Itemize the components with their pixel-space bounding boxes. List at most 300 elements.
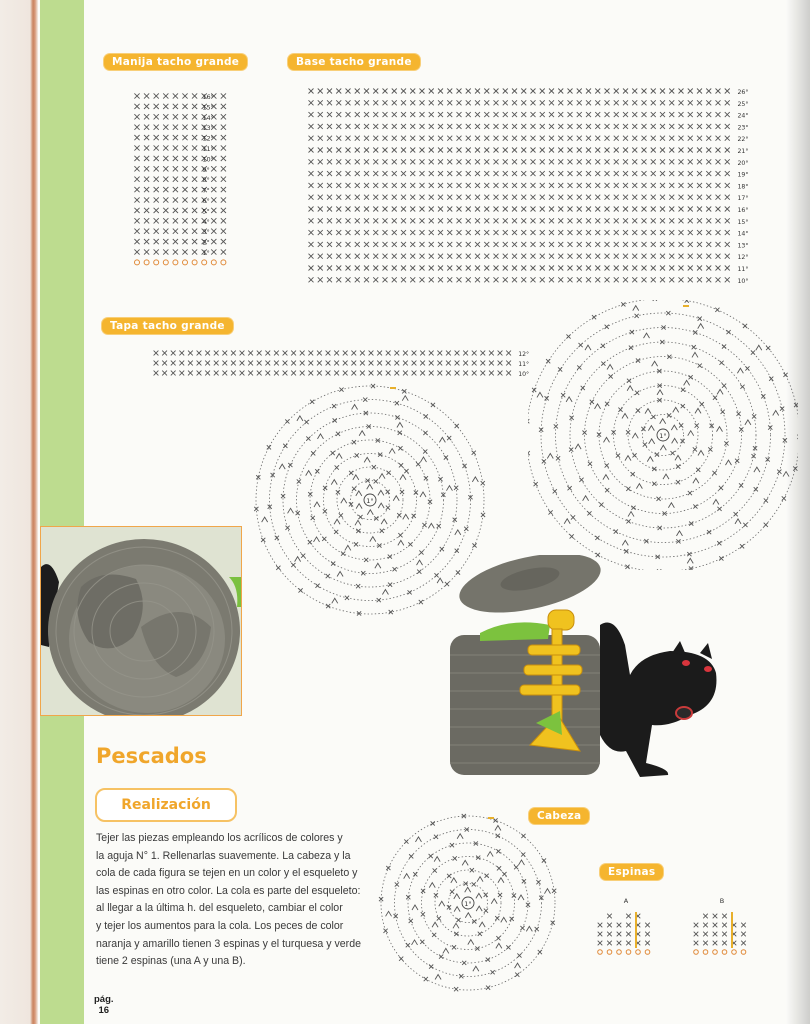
stitch-x bbox=[248, 351, 253, 356]
stitch-x bbox=[540, 183, 545, 188]
stitch-x bbox=[522, 879, 526, 883]
stitch-x bbox=[653, 300, 657, 301]
stitch-x bbox=[688, 171, 693, 176]
stitch-x bbox=[144, 218, 149, 223]
stitch-x bbox=[401, 230, 406, 235]
stitch-x bbox=[171, 371, 176, 376]
stitch-x bbox=[410, 266, 415, 271]
stitch-x bbox=[595, 136, 600, 141]
stitch-x bbox=[475, 159, 480, 164]
stitch-x bbox=[401, 218, 406, 223]
stitch-x bbox=[726, 330, 730, 334]
stitch-x bbox=[317, 361, 322, 366]
stitch-x bbox=[377, 598, 381, 602]
stitch-x bbox=[248, 371, 253, 376]
stitch-x bbox=[769, 377, 773, 381]
stitch-x bbox=[162, 371, 167, 376]
stitch-x bbox=[623, 183, 628, 188]
stitch-x bbox=[182, 249, 187, 254]
stitch-x bbox=[420, 136, 425, 141]
stitch-x bbox=[706, 254, 711, 259]
stitch-x bbox=[336, 254, 341, 259]
stitch-x bbox=[447, 124, 452, 129]
increase-mark bbox=[295, 557, 301, 562]
chain-stitch bbox=[636, 950, 641, 955]
increase-mark bbox=[515, 963, 521, 968]
stitch-x bbox=[475, 195, 480, 200]
stitch-x bbox=[192, 177, 197, 182]
stitch-x bbox=[363, 398, 367, 402]
stitch-x bbox=[512, 218, 517, 223]
stitch-x bbox=[554, 424, 558, 428]
stitch-x bbox=[558, 89, 563, 94]
stitch-x bbox=[386, 351, 391, 356]
stitch-x bbox=[512, 207, 517, 212]
stitch-x bbox=[632, 148, 637, 153]
increase-mark bbox=[398, 540, 404, 545]
stitch-x bbox=[434, 835, 438, 839]
chain-stitch bbox=[173, 260, 178, 265]
stitch-x bbox=[420, 351, 425, 356]
stitch-x bbox=[222, 361, 227, 366]
tag-manija: Manija tacho grande bbox=[104, 54, 247, 70]
stitch-x bbox=[373, 230, 378, 235]
stitch-x bbox=[355, 195, 360, 200]
stitch-x bbox=[134, 239, 139, 244]
stitch-x bbox=[498, 371, 503, 376]
stitch-x bbox=[440, 547, 444, 551]
stitch-x bbox=[577, 230, 582, 235]
stitch-x bbox=[494, 124, 499, 129]
stitch-x bbox=[689, 522, 693, 526]
stitch-x bbox=[257, 371, 262, 376]
stitch-x bbox=[517, 953, 521, 957]
chain-stitch bbox=[722, 950, 727, 955]
text-line: las espinas en otro color. La cola es parte del esqueleto: bbox=[96, 884, 361, 897]
stitch-x bbox=[719, 486, 723, 490]
stitch-x bbox=[577, 207, 582, 212]
stitch-x bbox=[660, 242, 665, 247]
stitch-x bbox=[713, 941, 718, 946]
stitch-x bbox=[577, 266, 582, 271]
stitch-x bbox=[712, 471, 716, 475]
increase-mark bbox=[737, 368, 743, 373]
stitch-x bbox=[521, 254, 526, 259]
chain-stitch bbox=[626, 950, 631, 955]
stitch-x bbox=[444, 455, 448, 459]
stitch-x bbox=[327, 159, 332, 164]
stitch-x bbox=[549, 148, 554, 153]
stitch-x bbox=[429, 112, 434, 117]
stitch-x bbox=[558, 242, 563, 247]
stitch-x bbox=[626, 487, 630, 491]
increase-mark bbox=[684, 380, 690, 385]
stitch-x bbox=[605, 148, 610, 153]
stitch-x bbox=[417, 570, 421, 574]
stitch-x bbox=[429, 159, 434, 164]
stitch-x bbox=[373, 100, 378, 105]
stitch-x bbox=[797, 435, 798, 439]
stitch-x bbox=[173, 125, 178, 130]
stitch-x bbox=[558, 159, 563, 164]
stitch-x bbox=[472, 882, 476, 886]
increase-mark bbox=[364, 457, 370, 462]
stitch-x bbox=[457, 266, 462, 271]
stitch-x bbox=[595, 195, 600, 200]
stitch-x bbox=[472, 361, 477, 366]
increase-mark bbox=[547, 454, 553, 459]
stitch-x bbox=[431, 821, 435, 825]
stitch-x bbox=[669, 195, 674, 200]
stitch-x bbox=[571, 515, 575, 519]
increase-mark bbox=[644, 333, 650, 338]
stitch-x bbox=[387, 471, 391, 475]
stitch-x bbox=[364, 171, 369, 176]
stitch-x bbox=[512, 266, 517, 271]
stitch-x bbox=[420, 195, 425, 200]
stitch-x bbox=[605, 218, 610, 223]
stitch-x bbox=[549, 242, 554, 247]
stitch-x bbox=[410, 112, 415, 117]
stitch-x bbox=[549, 277, 554, 282]
stitch-x bbox=[373, 242, 378, 247]
stitch-x bbox=[134, 93, 139, 98]
stitch-x bbox=[475, 89, 480, 94]
stitch-x bbox=[336, 207, 341, 212]
stitch-x bbox=[154, 104, 159, 109]
stitch-x bbox=[605, 254, 610, 259]
stitch-x bbox=[694, 941, 699, 946]
stitch-x bbox=[355, 266, 360, 271]
stitch-x bbox=[512, 148, 517, 153]
stitch-x bbox=[447, 242, 452, 247]
stitch-x bbox=[679, 136, 684, 141]
increase-mark bbox=[341, 498, 347, 503]
increase-mark bbox=[345, 545, 351, 550]
increase-mark bbox=[404, 874, 410, 879]
stitch-x bbox=[466, 171, 471, 176]
stitch-x bbox=[134, 177, 139, 182]
increase-mark bbox=[314, 537, 320, 542]
crochet-detail-image bbox=[41, 527, 242, 716]
increase-mark bbox=[676, 531, 682, 536]
stitch-x bbox=[614, 242, 619, 247]
stitch-x bbox=[429, 242, 434, 247]
stitch-x bbox=[336, 242, 341, 247]
row-label: 12° bbox=[518, 351, 530, 358]
stitch-x bbox=[743, 523, 747, 527]
stitch-x bbox=[660, 266, 665, 271]
stitch-x bbox=[297, 479, 301, 483]
stitch-x bbox=[679, 218, 684, 223]
stitch-x bbox=[696, 468, 700, 472]
stitch-x bbox=[392, 218, 397, 223]
stitch-x bbox=[457, 254, 462, 259]
stitch-x bbox=[743, 324, 747, 328]
detail-photo bbox=[40, 526, 242, 716]
stitch-x bbox=[577, 124, 582, 129]
stitch-x bbox=[144, 104, 149, 109]
stitch-x bbox=[688, 266, 693, 271]
stitch-x bbox=[437, 351, 442, 356]
stitch-x bbox=[197, 371, 202, 376]
stitch-x bbox=[400, 490, 404, 494]
stitch-x bbox=[392, 112, 397, 117]
stitch-x bbox=[679, 195, 684, 200]
stitch-x bbox=[631, 506, 635, 510]
stitch-x bbox=[614, 183, 619, 188]
stitch-x bbox=[568, 100, 573, 105]
stitch-x bbox=[722, 914, 727, 919]
stitch-x bbox=[410, 218, 415, 223]
stitch-x bbox=[531, 159, 536, 164]
increase-mark bbox=[773, 410, 779, 415]
stitch-x bbox=[568, 277, 573, 282]
chain-stitch bbox=[645, 950, 650, 955]
stitch-x bbox=[716, 148, 721, 153]
stitch-x bbox=[457, 183, 462, 188]
stitch-x bbox=[549, 89, 554, 94]
stitch-x bbox=[355, 100, 360, 105]
chain-stitch bbox=[607, 950, 612, 955]
stitch-x bbox=[288, 463, 292, 467]
stitch-x bbox=[360, 371, 365, 376]
stitch-x bbox=[595, 112, 600, 117]
stitch-x bbox=[466, 242, 471, 247]
stitch-x bbox=[475, 207, 480, 212]
stitch-x bbox=[605, 242, 610, 247]
stitch-x bbox=[475, 136, 480, 141]
stitch-x bbox=[669, 100, 674, 105]
stitch-x bbox=[318, 218, 323, 223]
stitch-x bbox=[623, 266, 628, 271]
stitch-x bbox=[401, 159, 406, 164]
stitch-x bbox=[392, 148, 397, 153]
stitch-x bbox=[566, 334, 570, 338]
stitch-x bbox=[173, 145, 178, 150]
stitch-x bbox=[420, 266, 425, 271]
stitch-x bbox=[398, 431, 402, 435]
stitch-x bbox=[154, 166, 159, 171]
stitch-x bbox=[679, 242, 684, 247]
stitch-x bbox=[706, 266, 711, 271]
stitch-x bbox=[240, 351, 245, 356]
increase-mark bbox=[660, 419, 666, 424]
stitch-x bbox=[466, 218, 471, 223]
stitch-x bbox=[741, 923, 746, 928]
stitch-x bbox=[355, 148, 360, 153]
stitch-x bbox=[392, 183, 397, 188]
stitch-x bbox=[669, 242, 674, 247]
stitch-x bbox=[434, 573, 438, 577]
stitch-x bbox=[716, 218, 721, 223]
stitch-x bbox=[211, 197, 216, 202]
stitch-x bbox=[586, 266, 591, 271]
text-line: naranja y amarillo tienen 3 espinas y el turquesa y verde bbox=[96, 937, 361, 950]
stitch-x bbox=[318, 89, 323, 94]
stitch-x bbox=[144, 156, 149, 161]
stitch-x bbox=[542, 858, 546, 862]
stitch-x bbox=[163, 239, 168, 244]
stitch-x bbox=[410, 124, 415, 129]
stitch-x bbox=[346, 254, 351, 259]
increase-mark bbox=[420, 457, 426, 462]
stitch-x bbox=[144, 125, 149, 130]
stitch-x bbox=[395, 882, 399, 886]
stitch-x bbox=[669, 89, 674, 94]
stitch-x bbox=[173, 93, 178, 98]
stitch-x bbox=[173, 208, 178, 213]
stitch-x bbox=[346, 89, 351, 94]
stitch-x bbox=[454, 932, 458, 936]
stitch-x bbox=[485, 874, 489, 878]
chain-stitch bbox=[154, 260, 159, 265]
stitch-x bbox=[438, 112, 443, 117]
increase-mark bbox=[595, 404, 601, 409]
stitch-x bbox=[484, 148, 489, 153]
stitch-x bbox=[394, 361, 399, 366]
stitch-x bbox=[134, 104, 139, 109]
stitch-x bbox=[182, 125, 187, 130]
stitch-x bbox=[327, 136, 332, 141]
stitch-x bbox=[534, 482, 538, 486]
stitch-x bbox=[144, 208, 149, 213]
stitch-x bbox=[154, 371, 159, 376]
row-label: 10° bbox=[518, 371, 530, 378]
stitch-x bbox=[706, 207, 711, 212]
stitch-x bbox=[211, 208, 216, 213]
stitch-x bbox=[484, 266, 489, 271]
stitch-x bbox=[679, 266, 684, 271]
row-label: 20° bbox=[737, 159, 749, 167]
stitch-x bbox=[327, 171, 332, 176]
stitch-x bbox=[373, 89, 378, 94]
stitch-x bbox=[549, 254, 554, 259]
increase-mark bbox=[356, 504, 362, 509]
stitch-x bbox=[392, 207, 397, 212]
stitch-x bbox=[577, 136, 582, 141]
stitch-x bbox=[568, 254, 573, 259]
stitch-x bbox=[688, 100, 693, 105]
stitch-x bbox=[676, 464, 680, 468]
stitch-x bbox=[429, 277, 434, 282]
stitch-x bbox=[617, 932, 622, 937]
stitch-x bbox=[716, 124, 721, 129]
stitch-x bbox=[632, 277, 637, 282]
stitch-x bbox=[429, 171, 434, 176]
stitch-x bbox=[688, 207, 693, 212]
stitch-x bbox=[364, 218, 369, 223]
stitch-x bbox=[399, 957, 403, 961]
stitch-x bbox=[531, 183, 536, 188]
stitch-x bbox=[725, 159, 730, 164]
stitch-x bbox=[688, 230, 693, 235]
stitch-x bbox=[722, 384, 726, 388]
stitch-x bbox=[632, 254, 637, 259]
stitch-x bbox=[211, 166, 216, 171]
stitch-x bbox=[558, 254, 563, 259]
stitch-x bbox=[205, 371, 210, 376]
row-label: 24° bbox=[737, 112, 749, 120]
stitch-x bbox=[623, 218, 628, 223]
row-label: 5° bbox=[202, 207, 210, 216]
stitch-x bbox=[420, 361, 425, 366]
stitch-x bbox=[481, 513, 485, 517]
stitch-x bbox=[685, 300, 689, 303]
stitch-x bbox=[309, 148, 314, 153]
stitch-x bbox=[447, 218, 452, 223]
stitch-x bbox=[182, 93, 187, 98]
increase-mark bbox=[402, 396, 408, 401]
stitch-x bbox=[561, 393, 565, 397]
increase-mark bbox=[575, 444, 581, 449]
increase-mark bbox=[454, 907, 460, 912]
stitch-x bbox=[630, 330, 634, 334]
stitch-x bbox=[697, 183, 702, 188]
increase-mark bbox=[628, 512, 634, 517]
tag-cabeza: Cabeza bbox=[529, 808, 589, 824]
stitch-x bbox=[188, 361, 193, 366]
stitch-x bbox=[577, 183, 582, 188]
stitch-x bbox=[410, 171, 415, 176]
stitch-x bbox=[689, 375, 693, 379]
stitch-x bbox=[651, 171, 656, 176]
stitch-x bbox=[521, 195, 526, 200]
stitch-x bbox=[740, 385, 744, 389]
stitch-x bbox=[231, 361, 236, 366]
row-label: 2° bbox=[202, 238, 210, 247]
stitch-x bbox=[438, 266, 443, 271]
stitch-x bbox=[521, 207, 526, 212]
stitch-x bbox=[420, 112, 425, 117]
stitch-x bbox=[586, 277, 591, 282]
stitch-x bbox=[446, 371, 451, 376]
stitch-x bbox=[498, 361, 503, 366]
stitch-x bbox=[667, 413, 671, 417]
row-label: 9° bbox=[202, 165, 210, 174]
stitch-x bbox=[489, 351, 494, 356]
stitch-x bbox=[521, 218, 526, 223]
stitch-x bbox=[660, 148, 665, 153]
stitch-x bbox=[349, 471, 353, 475]
stitch-x bbox=[494, 112, 499, 117]
stitch-x bbox=[331, 562, 335, 566]
stitch-x bbox=[605, 266, 610, 271]
stitch-x bbox=[394, 371, 399, 376]
stitch-x bbox=[642, 218, 647, 223]
stitch-x bbox=[429, 124, 434, 129]
increase-mark bbox=[745, 420, 751, 425]
stitch-x bbox=[679, 277, 684, 282]
stitch-x bbox=[558, 171, 563, 176]
stitch-x bbox=[528, 419, 529, 423]
stitch-x bbox=[173, 104, 178, 109]
stitch-x bbox=[623, 242, 628, 247]
stitch-x bbox=[392, 254, 397, 259]
stitch-x bbox=[412, 371, 417, 376]
stitch-x bbox=[364, 254, 369, 259]
stitch-x bbox=[401, 136, 406, 141]
stitch-x bbox=[318, 207, 323, 212]
stitch-x bbox=[626, 923, 631, 928]
stitch-x bbox=[383, 277, 388, 282]
increase-mark bbox=[713, 499, 719, 504]
stitch-x bbox=[616, 453, 620, 457]
stitch-x bbox=[679, 230, 684, 235]
row-label: 11° bbox=[202, 145, 214, 153]
stitch-x bbox=[438, 89, 443, 94]
increase-mark bbox=[397, 423, 403, 428]
